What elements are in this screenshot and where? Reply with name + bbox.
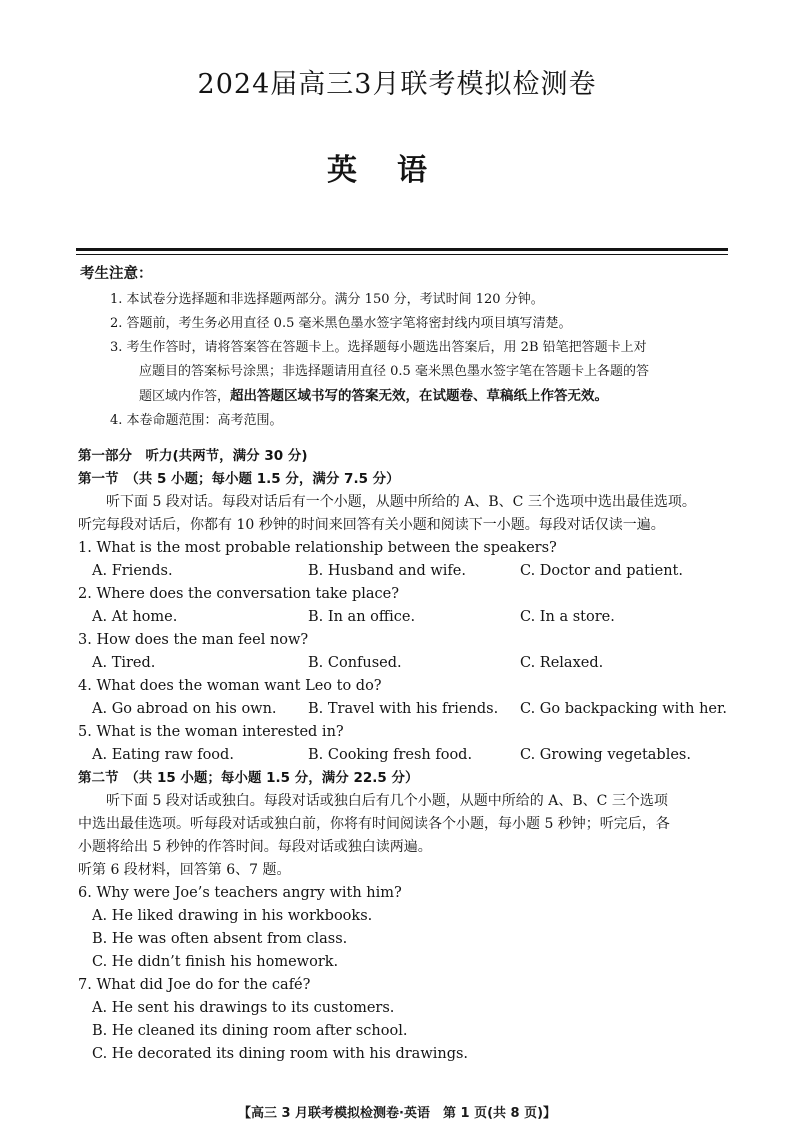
part1-heading: 第一部分 听力(共两节，满分 30 分) [78, 448, 308, 464]
question-options [78, 560, 738, 583]
material-note: 听第 6 段材料，回答第 6、7 题。 [78, 862, 291, 878]
question-stem: 4. What does the woman want Leo to do? [78, 678, 382, 694]
option-c: C. Go backpacking with her. [520, 701, 727, 717]
question-options [78, 698, 738, 721]
option-c: C. In a store. [520, 609, 615, 625]
option-b: B. Confused. [308, 655, 402, 671]
option-a: A. Eating raw food. [92, 747, 234, 763]
subject-title: 英语 [327, 153, 467, 188]
option-c: C. He decorated its dining room with his drawings. [92, 1046, 469, 1062]
option-a: A. Friends. [92, 563, 173, 579]
section1-instruction-1: 听下面 5 段对话。每段对话后有一个小题，从题中所给的 A、B、C 三个选项中选出最佳选项。 [106, 494, 696, 510]
header-divider-thin [76, 254, 728, 255]
question-options [78, 606, 738, 629]
section1-heading: 第一节 （共 5 小题；每小题 1.5 分，满分 7.5 分） [78, 471, 400, 487]
notice-item-1: 1. 本试卷分选择题和非选择题两部分。满分 150 分，考试时间 120 分钟。 [110, 292, 544, 307]
section2-instruction-2: 中选出最佳选项。听每段对话或独白前，你将有时间阅读各个小题，每小题 5 秒钟；听完后，各 [78, 816, 670, 832]
option-c: C. Doctor and patient. [520, 563, 683, 579]
page-title: 2024届高三3月联考模拟检测卷 [197, 69, 597, 100]
option-b: B. Travel with his friends. [308, 701, 499, 717]
notice-item-2: 2. 答题前，考生务必用直径 0.5 毫米黑色墨水签字笔将密封线内项目填写清楚。 [110, 316, 572, 331]
notice-item-3-cont2: 题区域内作答， [139, 389, 231, 404]
option-b: B. Cooking fresh food. [308, 747, 473, 763]
option-b: B. He was often absent from class. [92, 931, 348, 947]
notice-warning: 超出答题区域书写的答案无效，在试题卷、草稿纸上作答无效。 [230, 388, 609, 404]
exam-notice [80, 262, 740, 433]
notice-item-4: 4. 本卷命题范围：高考范围。 [110, 413, 283, 428]
option-a: A. Go abroad on his own. [92, 701, 277, 717]
section2-instruction-3: 小题将给出 5 秒钟的作答时间。每段对话或独白读两遍。 [78, 839, 432, 855]
option-a: A. Tired. [92, 655, 156, 671]
question-stem: 1. What is the most probable relationship between the speakers? [78, 540, 557, 556]
section2-heading: 第二节 （共 15 小题；每小题 1.5 分，满分 22.5 分） [78, 770, 419, 786]
header-divider-thick [76, 248, 728, 251]
page-footer: 【高三 3 月联考模拟检测卷·英语 第 1 页(共 8 页)】 [237, 1106, 557, 1121]
notice-item-3-cont: 应题目的答案标号涂黑；非选择题请用直径 0.5 毫米黑色墨水签字笔在答题卡上各题的答 [139, 364, 649, 379]
option-b: B. He cleaned its dining room after school. [92, 1023, 408, 1039]
question-stem: 6. Why were Joe’s teachers angry with him? [78, 885, 402, 901]
option-c: C. Growing vegetables. [520, 747, 691, 763]
question-options [78, 652, 738, 675]
question-stem: 2. Where does the conversation take place? [78, 586, 399, 602]
question-options [78, 744, 738, 767]
option-c: C. He didn’t finish his homework. [92, 954, 339, 970]
option-a: A. At home. [92, 609, 178, 625]
question-stem: 5. What is the woman interested in? [78, 724, 344, 740]
notice-heading: 考生注意： [80, 266, 153, 282]
question-stem: 3. How does the man feel now? [78, 632, 309, 648]
section1-instruction-2: 听完每段对话后，你都有 10 秒钟的时间来回答有关小题和阅读下一小题。每段对话仅读一遍。 [78, 517, 665, 533]
option-b: B. Husband and wife. [308, 563, 466, 579]
question-stem: 7. What did Joe do for the café? [78, 977, 311, 993]
section2-instruction-1: 听下面 5 段对话或独白。每段对话或独白后有几个小题，从题中所给的 A、B、C 三个选项 [106, 793, 668, 809]
option-c: C. Relaxed. [520, 655, 604, 671]
option-b: B. In an office. [308, 609, 416, 625]
option-a: A. He sent his drawings to its customers. [92, 1000, 395, 1016]
listening-part [78, 445, 738, 1066]
option-a: A. He liked drawing in his workbooks. [92, 908, 373, 924]
notice-item-3: 3. 考生作答时，请将答案答在答题卡上。选择题每小题选出答案后，用 2B 铅笔把答题卡上对 [110, 340, 647, 355]
